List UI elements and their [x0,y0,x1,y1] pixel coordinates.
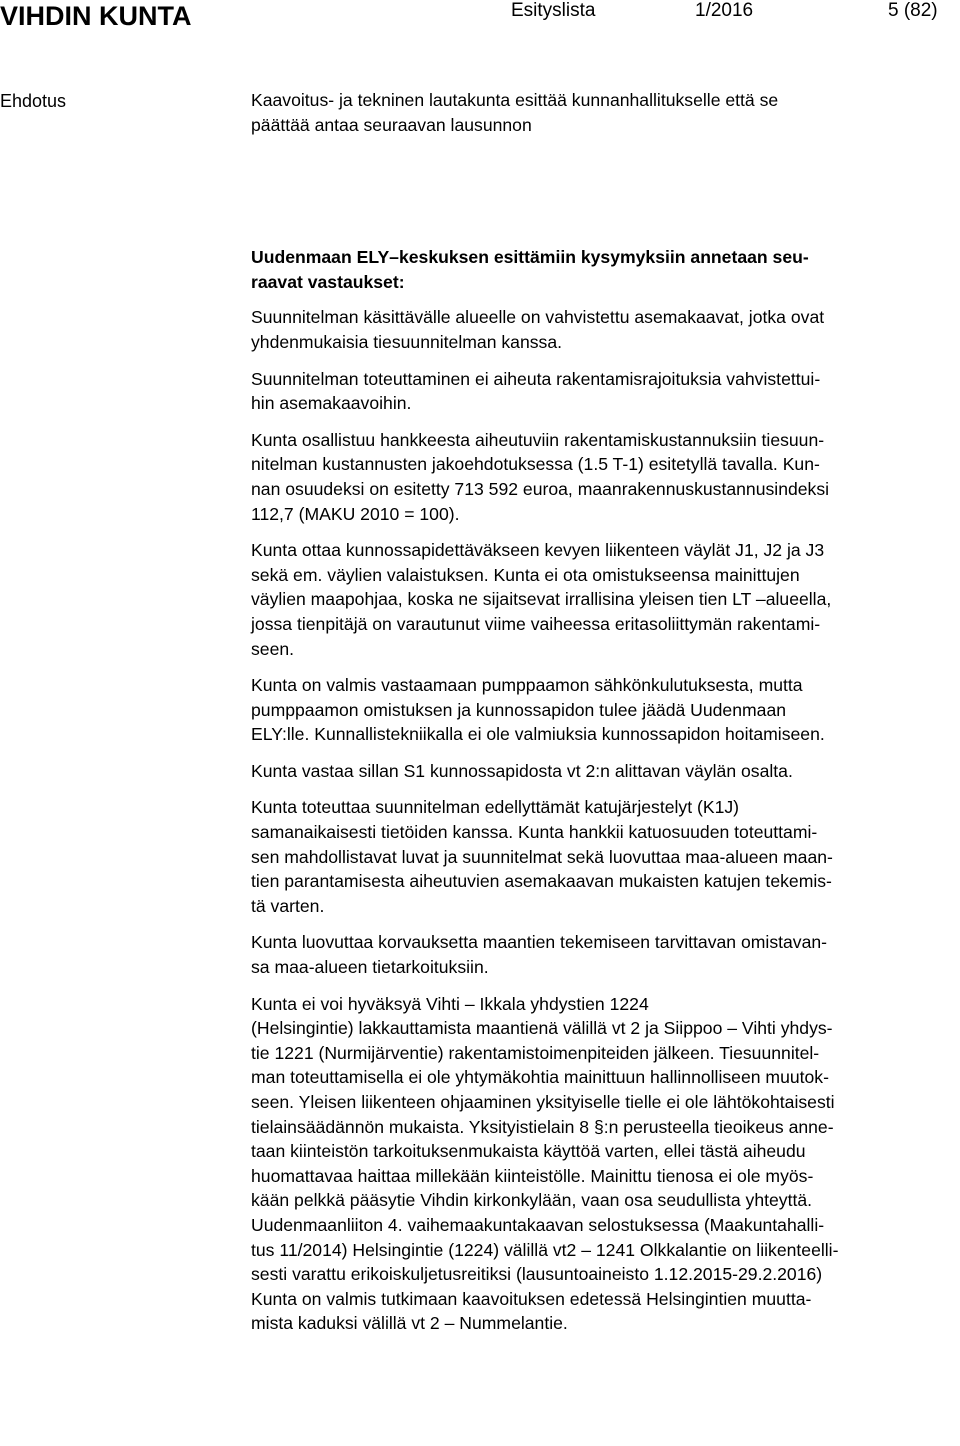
text-line: tien parantamisesta aiheutuvien asemakaavan mukaisten katujen tekemis- [251,871,832,892]
paragraph [251,367,956,416]
section-heading [251,245,956,294]
text-line: pumppaamon omistuksen ja kunnossapidon tulee jäädä Uudenmaan [251,699,787,720]
text-line: tus 11/2014) Helsingintie (1224) välillä vt2 – 1241 Olkkalantie on liikenteelli- [251,1239,839,1260]
text-line: seen. Yleisen liikenteen ohjaaminen yksityiselle tielle ei ole lähtökohtaisesti [251,1092,835,1112]
text-line: päättää antaa seuraavan lausunnon [251,114,532,135]
text-line: Kunta osallistuu hankkeesta aiheutuviin rakentamiskustannuksiin tiesuun- [251,429,825,450]
text-line: Suunnitelman käsittävälle alueelle on vahvistettu asemakaavat, jotka ovat [251,307,825,328]
text-line: kään pelkkä pääsytie Vihdin kirkonkylään, vaan osa seudullista yhteyttä. [251,1190,813,1211]
text-line: sesti varattu erikoiskuljetusreitiksi (lausuntoaineisto 1.12.2015-29.2.2016) [251,1264,823,1285]
text-line: jossa tienpitäjä on varautunut viime vaiheessa eritasoliittymän rakentami- [251,613,821,634]
text-line: hin asemakaavoihin. [251,393,412,414]
text-line: tä varten. [251,895,325,916]
text-line: nan osuudeksi on esitetty 713 592 euroa, maanrakennuskustannusindeksi [251,478,830,499]
document-type: Esityslista [511,0,596,21]
text-line: raavat vastaukset: [251,271,405,292]
text-line: nitelman kustannusten jakoehdotuksessa (1.5 T-1) esitetyllä tavalla. Kun- [251,454,820,475]
paragraph [251,538,956,661]
text-line: Kunta toteuttaa suunnitelman edellyttämät katujärjestelyt (K1J) [251,797,740,818]
text-line: Kunta vastaa sillan S1 kunnossapidosta vt 2:n alittavan väylän osalta. [251,760,793,781]
text-line: tie 1221 (Nurmijärventie) rakentamistoimenpiteiden jälkeen. Tiesuunnitel- [251,1042,820,1063]
paragraph [251,759,956,784]
text-line: Uudenmaanliiton 4. vaihemaakuntakaavan selostuksessa (Maakuntahalli- [251,1214,825,1235]
text-line: samanaikaisesti tietöiden kanssa. Kunta hankkii katuosuuden toteuttami- [251,822,818,843]
text-line: mista kaduksi välillä vt 2 – Nummelantie. [251,1313,568,1334]
text-line: Kunta ei voi hyväksyä Vihti – Ikkala yhdystien 1224 [251,993,649,1014]
paragraph [251,930,956,979]
paragraph [251,992,956,1336]
text-line: sen mahdollistavat luvat ja suunnitelmat sekä luovuttaa maa-alueen maan- [251,846,833,867]
text-line: 112,7 (MAKU 2010 = 100). [251,503,460,524]
text-line: (Helsingintie) lakkauttamista maantienä välillä vt 2 ja Siippoo – Vihti yhdys- [251,1018,833,1039]
text-line: sekä em. väylien valaistuksen. Kunta ei ota omistukseensa mainittujen [251,564,800,585]
text-line: man toteuttamisella ei ole yhtymäkohtia mainittuun hallinnolliseen muutok- [251,1067,829,1088]
intro-paragraph [251,88,956,137]
paragraph [251,305,956,354]
organization-name: VIHDIN KUNTA [0,1,192,31]
text-line: Suunnitelman toteuttaminen ei aiheuta rakentamisrajoituksia vahvistettui- [251,368,821,389]
paragraph [251,795,956,918]
text-line: Kaavoitus- ja tekninen lautakunta esittää kunnanhallitukselle että se [251,90,779,110]
text-line: tielainsäädännön mukaista. Yksityistielain 8 §:n perusteella tieoikeus anne- [251,1116,834,1137]
text-line: väylien maapohjaa, koska ne sijaitsevat irrallisina yleisen tien LT –alueella, [251,589,832,610]
text-line: seen. [251,638,295,659]
text-line: taan kiinteistön tarkoituksenmukaista käyttöä varten, ellei tästä aiheudu [251,1141,806,1162]
text-line: ELY:lle. Kunnallistekniikalla ei ole valmiuksia kunnossapidon hoitamiseen. [251,724,825,745]
text-line: huomattavaa haittaa millekään kiinteistölle. Mainittu tienosa ei ole myös- [251,1165,814,1186]
paragraph [251,673,956,747]
text-line: Kunta luovuttaa korvauksetta maantien tekemiseen tarvittavan omistavan- [251,932,828,953]
page-number: 5 (82) [888,0,938,21]
paragraph [251,428,956,526]
text-line: Kunta ottaa kunnossapidettäväkseen kevyen liikenteen väylät J1, J2 ja J3 [251,540,825,561]
section-label: Ehdotus [0,91,67,111]
text-line: Uudenmaan ELY–keskuksen esittämiin kysymyksiin annetaan seu- [251,247,809,268]
text-line: yhdenmukaisia tiesuunnitelman kanssa. [251,331,563,352]
document-body [251,88,956,1336]
document-number: 1/2016 [695,0,754,21]
text-line: Kunta on valmis tutkimaan kaavoituksen edetessä Helsingintien muutta- [251,1288,812,1309]
text-line: Kunta on valmis vastaamaan pumppaamon sähkönkulutuksesta, mutta [251,675,803,696]
page-header [0,0,960,34]
text-line: sa maa-alueen tietarkoituksiin. [251,957,489,978]
